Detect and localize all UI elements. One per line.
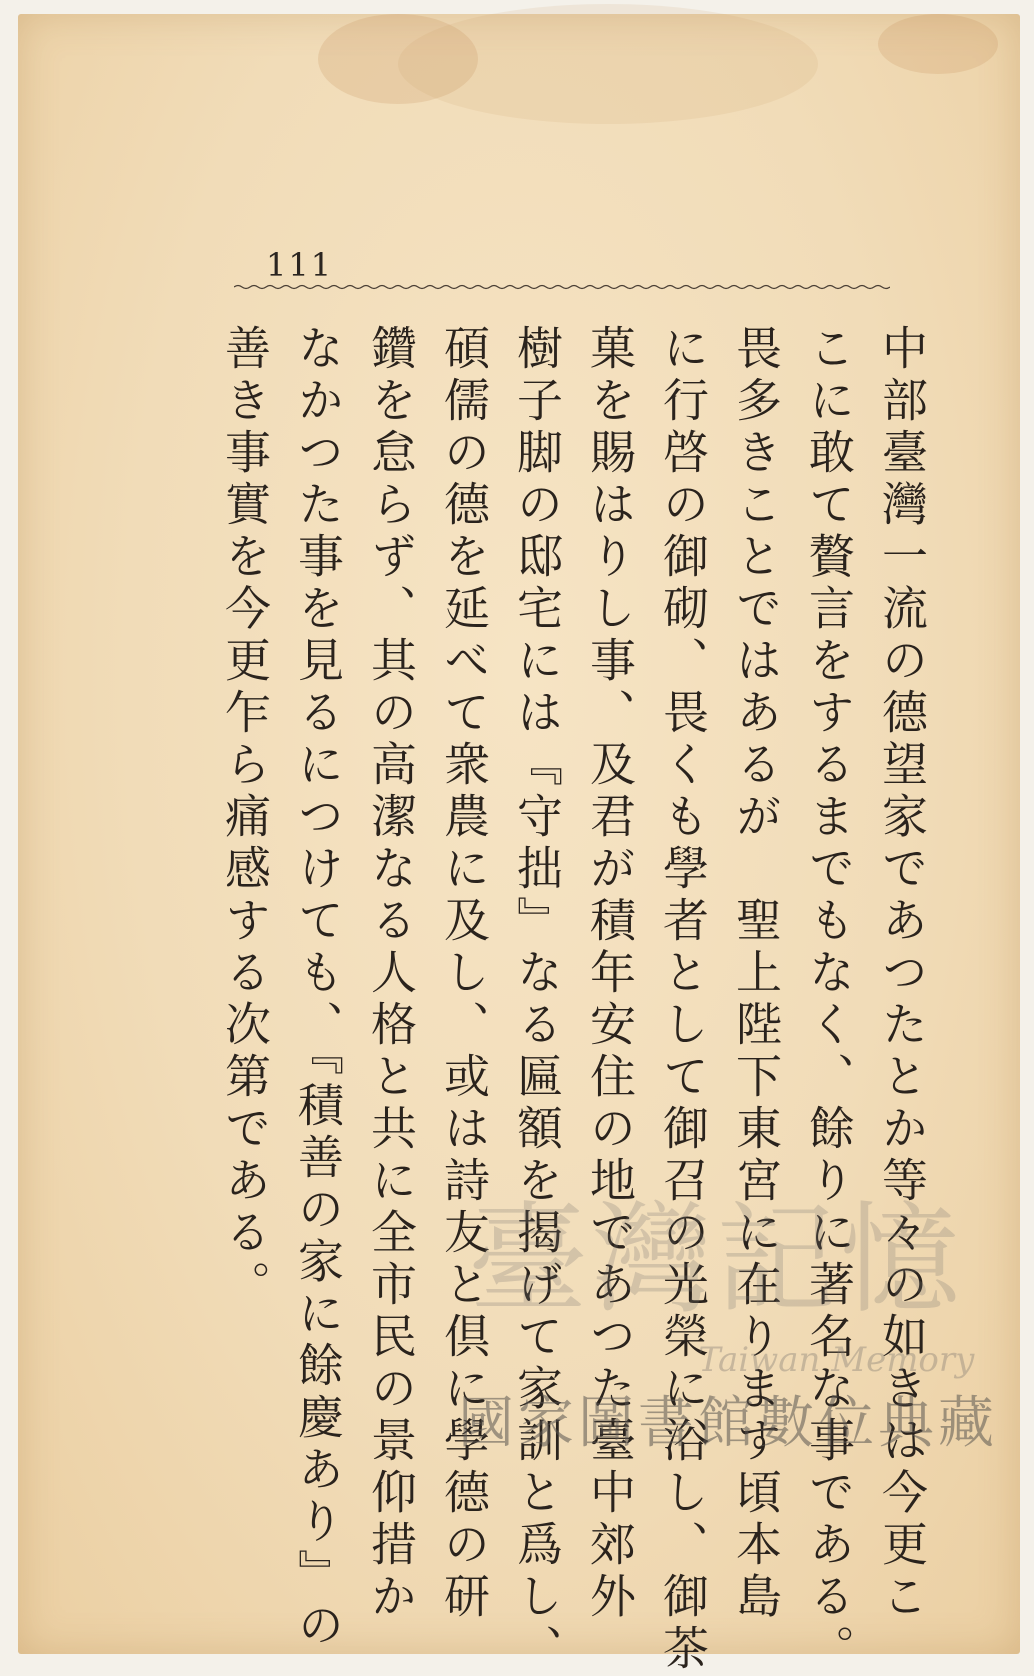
book-page	[18, 14, 1020, 1676]
library-watermark	[458, 1164, 1018, 1454]
text-line: 善き事實を今更乍ら痛感する次第である。	[218, 324, 272, 1312]
text-line: 中部臺灣一流の德望家であつたとか等々の如きは今更こ	[875, 324, 929, 1624]
watermark-chinese: 國家圖書館數位典藏	[458, 1391, 998, 1456]
text-line: なかつた事を見るにつけても、『積善の家に餘慶あり』の	[291, 324, 345, 1653]
paper-stain	[398, 4, 818, 124]
paper-stain	[878, 14, 998, 74]
watermark-english: Taiwan Memory	[698, 1340, 975, 1380]
text-line: 碩儒の德を延べて衆農に及し、或は詩友と倶に學德の研	[437, 324, 491, 1624]
text-line: 菓を賜はりし事、及君が積年安住の地であつた臺中郊外	[583, 324, 637, 1624]
text-line: 畏多きことではあるが 聖上陛下東宮に在ります頃本島	[729, 324, 783, 1624]
page-number: 111	[266, 246, 334, 284]
text-line: こに敢て贅言をするまでもなく、餘りに著名な事である。	[802, 324, 856, 1676]
header-wavy-rule	[234, 284, 890, 290]
watermark-logo-text: 臺灣記憶	[468, 1191, 964, 1330]
text-line: 鑽を怠らず、其の高潔なる人格と共に全市民の景仰措か	[364, 324, 418, 1624]
text-line: 樹子脚の邸宅には『守拙』なる匾額を揭げて家訓と爲し、	[510, 324, 564, 1676]
text-line: に行啓の御砌、畏くも學者として御召の光榮に浴し、御茶	[656, 324, 710, 1676]
